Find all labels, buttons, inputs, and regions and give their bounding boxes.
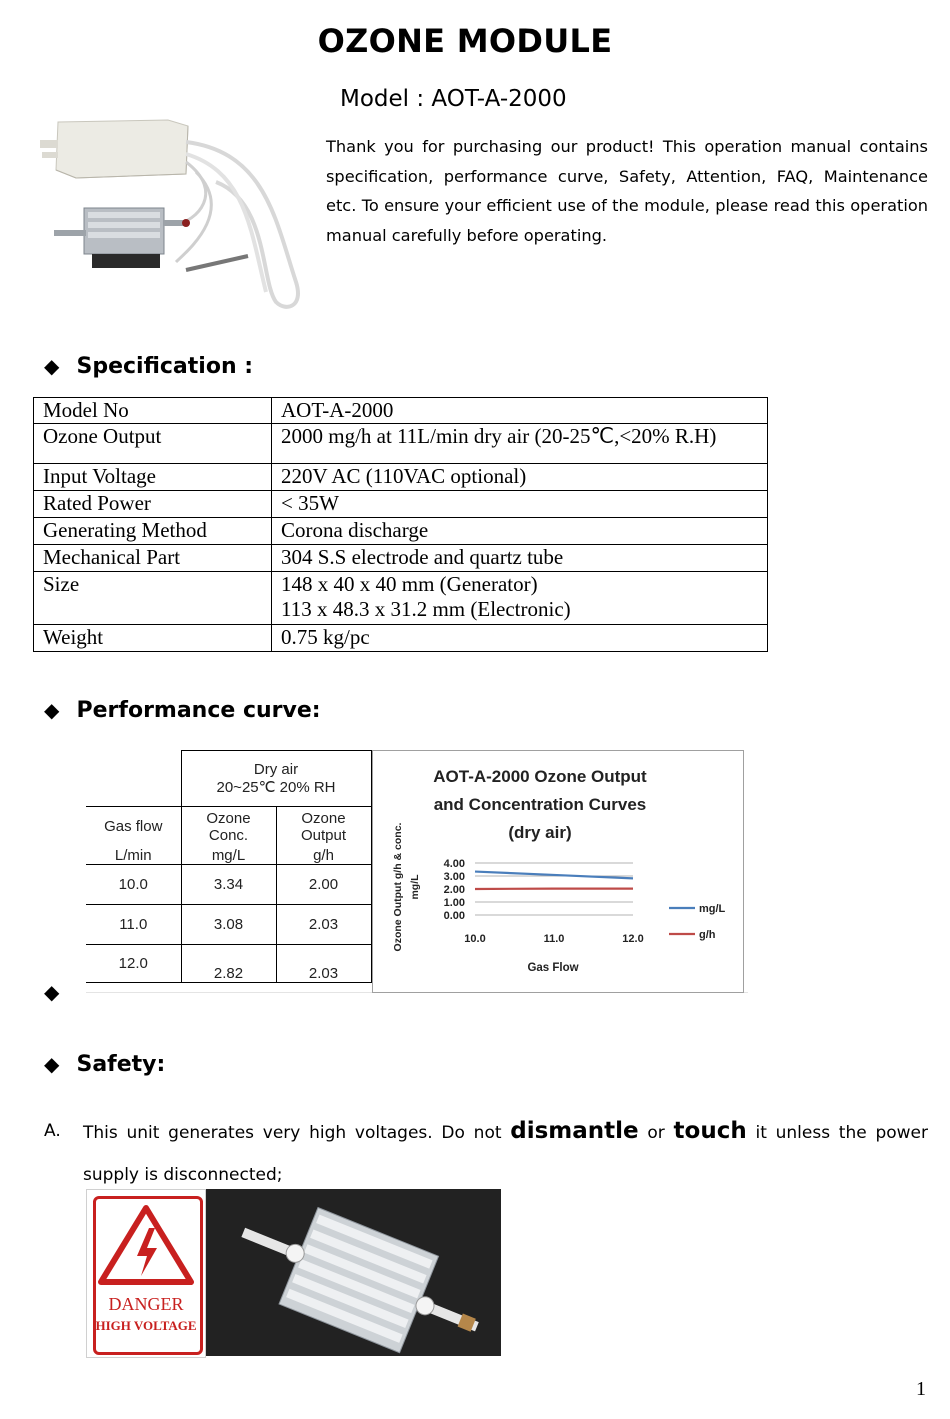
unit-cell: L/min: [86, 847, 181, 865]
safety-heading: Safety:: [76, 1052, 166, 1077]
spec-value: [272, 572, 768, 625]
table-row: [86, 751, 371, 807]
spec-label: Size: [34, 572, 272, 625]
perf-heading: Performance curve:: [76, 698, 321, 723]
table-cell: 3.08: [181, 905, 276, 945]
text-run: it unless the power supply is disconnected;: [83, 1123, 928, 1185]
unit-cell: g/h: [276, 847, 371, 865]
group-header: [181, 751, 371, 807]
spec-value: AOT-A-2000: [272, 398, 768, 424]
spec-label: Mechanical Part: [34, 545, 272, 572]
intro-paragraph: Thank you for purchasing our product! This operation manual contains specification, performance curve, Safety, Attention, FAQ, Maintenance etc. To ensure your efficient use of the module, please read this operation manual carefully before operating.: [326, 137, 928, 245]
danger-sign: [86, 1189, 206, 1358]
sign-text-high-voltage: HIGH VOLTAGE: [95, 1318, 197, 1333]
table-cell: 12.0: [86, 945, 181, 983]
safety-section-heading: [44, 1052, 165, 1077]
emphasis-touch: touch: [673, 1118, 747, 1144]
legend-label: g/h: [699, 929, 716, 941]
table-row: [34, 518, 768, 545]
table-cell: 2.03: [276, 945, 371, 983]
spec-value: 220V AC (110VAC optional): [272, 464, 768, 491]
y-tick-label: 0.00: [443, 910, 465, 922]
ozone-chart: [373, 751, 743, 992]
page-title: OZONE MODULE: [317, 22, 613, 60]
x-tick-label: 10.0: [464, 933, 486, 945]
diamond-bullet-icon: ◆: [44, 980, 60, 1004]
spec-label: Rated Power: [34, 491, 272, 518]
x-axis-label: Gas Flow: [527, 962, 579, 974]
spec-label: Weight: [34, 625, 272, 652]
table-cell: 2.00: [276, 865, 371, 905]
chart-title-line: and Concentration Curves: [433, 795, 647, 814]
spec-label: Input Voltage: [34, 464, 272, 491]
spec-value: Corona discharge: [272, 518, 768, 545]
empty-cell: [86, 751, 181, 807]
table-row: [34, 424, 768, 464]
group-header-line: Dry air: [253, 761, 299, 778]
high-voltage-icon: [97, 1204, 195, 1286]
x-tick-label: 11.0: [543, 933, 565, 945]
table-row: [34, 398, 768, 424]
table-row: [34, 572, 768, 625]
chart-title-line: (dry air): [508, 823, 572, 842]
spec-value: 304 S.S electrode and quartz tube: [272, 545, 768, 572]
spec-value: 2000 mg/h at 11L/min dry air (20-25℃,<20% R.H): [272, 424, 768, 464]
spec-value: < 35W: [272, 491, 768, 518]
spec-label: Model No: [34, 398, 272, 424]
item-letter: A.: [44, 1121, 61, 1141]
table-row: [86, 905, 371, 945]
text-run: This unit generates very high voltages. Do not: [83, 1123, 511, 1143]
col-header: [181, 807, 276, 847]
diamond-bullet-icon: ◆: [44, 698, 60, 722]
perf-section-heading: [44, 698, 321, 723]
table-row: [34, 625, 768, 652]
table-cell: 11.0: [86, 905, 181, 945]
sign-text-danger: DANGER: [108, 1294, 184, 1314]
series-line: [475, 872, 633, 879]
legend-label: mg/L: [699, 903, 726, 915]
y-axis-label-line: mg/L: [409, 874, 421, 900]
spec-table: [33, 397, 768, 652]
spec-value: 0.75 kg/pc: [272, 625, 768, 652]
unit-cell: mg/L: [181, 847, 276, 865]
table-row: [86, 865, 371, 905]
power-box: [40, 120, 188, 178]
x-tick-label: 12.0: [622, 933, 644, 945]
col-header-line: Ozone: [206, 809, 251, 827]
safety-item-text: [83, 1110, 928, 1196]
y-tick-label: 3.00: [443, 871, 465, 883]
table-cell: 10.0: [86, 865, 181, 905]
col-header-line: Conc.: [208, 826, 249, 844]
spec-section-heading: [44, 354, 253, 379]
chart-title-line: AOT-A-2000 Ozone Output: [433, 767, 647, 786]
table-cell: 2.82: [181, 945, 276, 983]
chart-panel: [372, 750, 744, 993]
table-cell: 3.34: [181, 865, 276, 905]
table-row: [86, 847, 371, 865]
y-axis-label-line: Ozone Output g/h & conc.: [392, 822, 404, 952]
col-header: [276, 807, 371, 847]
table-cell: 2.03: [276, 905, 371, 945]
emphasis-dismantle: dismantle: [510, 1118, 639, 1144]
diamond-bullet-icon: ◆: [44, 354, 60, 378]
col-header-line: Output: [300, 826, 347, 844]
table-row: [34, 464, 768, 491]
table-row: [34, 545, 768, 572]
y-tick-label: 4.00: [443, 858, 465, 870]
product-photo: [36, 112, 316, 317]
table-row: [86, 807, 371, 847]
performance-figure: [86, 748, 748, 1000]
table-row: [34, 491, 768, 518]
performance-table: [86, 750, 372, 983]
group-header-line: 20~25℃ 20% RH: [216, 779, 336, 796]
text-run: or: [638, 1123, 674, 1143]
generator-photo: [206, 1189, 501, 1356]
col-header: Gas flow: [86, 807, 181, 847]
y-tick-label: 1.00: [443, 897, 465, 909]
spec-label: Generating Method: [34, 518, 272, 545]
model-subtitle: Model : AOT-A-2000: [340, 86, 567, 112]
safety-item-a: [44, 1110, 928, 1196]
generator-heatsink: [54, 208, 190, 268]
spec-label: Ozone Output: [34, 424, 272, 464]
spec-value-line: 113 x 48.3 x 31.2 mm (Electronic): [281, 597, 571, 621]
spec-value-line: 148 x 40 x 40 mm (Generator): [281, 572, 538, 596]
table-row: [86, 945, 371, 983]
col-header-line: Ozone: [301, 809, 346, 827]
spec-heading: Specification :: [76, 354, 254, 379]
page-number: 1: [916, 1378, 926, 1400]
y-tick-label: 2.00: [443, 884, 465, 896]
diamond-bullet-icon: ◆: [44, 1052, 60, 1076]
